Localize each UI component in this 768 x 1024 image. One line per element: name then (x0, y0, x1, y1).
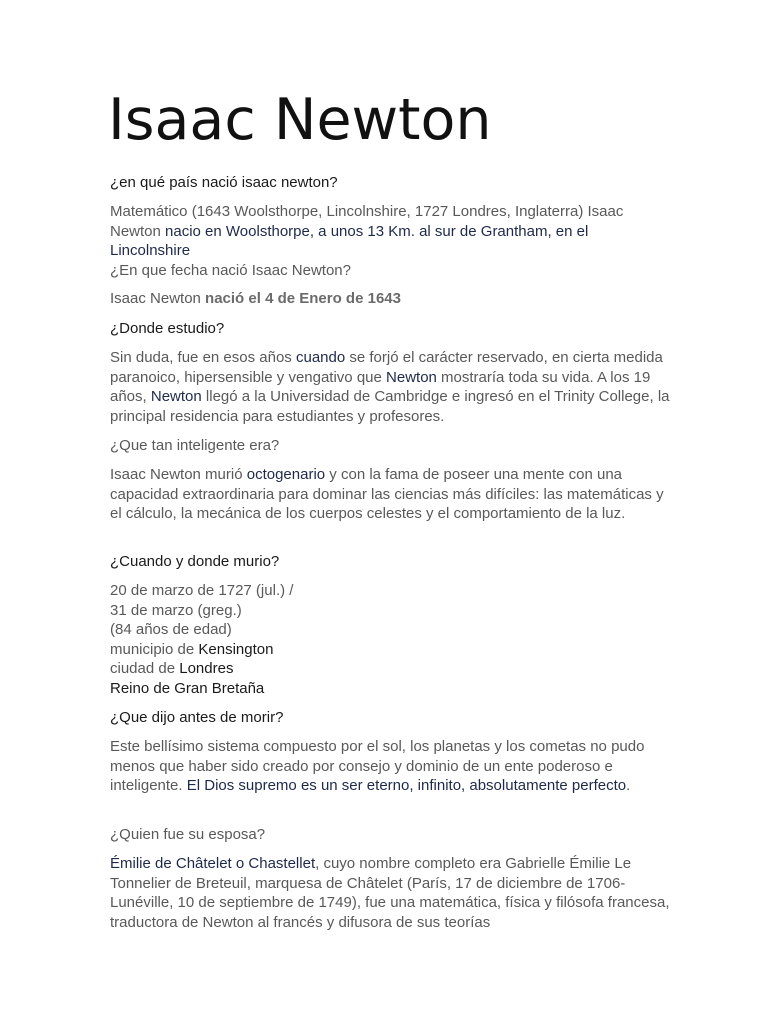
question-studies: ¿Donde estudio? (110, 320, 225, 337)
link-text: Émilie de Châtelet o Chastellet (110, 855, 316, 872)
age-line: (84 años de edad) (110, 621, 232, 638)
location-label: municipio de (110, 640, 199, 658)
answer-text: . (626, 777, 631, 794)
answer-birth-date (110, 289, 670, 309)
answer-text: mostraría toda su vida. A los 19 años, (110, 368, 651, 405)
answer-text: se forjó el carácter reservado, en cierta medida paranoico, hipersensible y vengativo que (110, 349, 663, 386)
answer-wife (110, 854, 670, 932)
answer-text: llegó a la Universidad de Cambridge e ingresó en el Trinity College, la principal residencia para estudiantes y profesores. (110, 388, 670, 425)
question-birth-date: ¿En que fecha nació Isaac Newton? (110, 261, 351, 279)
answer-text: y con la fama de poseer una mente con una capacidad extraordinaria para dominar las ciencias más difíciles: las matemáticas y el cálculo, la mecánica de los cuerpos celestes y el comportamiento de la luz. (110, 466, 664, 522)
answer-text: , cuyo nombre completo era Gabrielle Émilie Le Tonnelier de Breteuil, marquesa de Châtelet (París, 17 de diciembre de 1706-Lunéville, 10 de septiembre de 1749), fue una matemática, física y filósofa francesa, traductora de Newton al francés y difusora de sus teorías (110, 855, 670, 931)
answer-death (110, 581, 670, 698)
answer-text: Isaac Newton (110, 290, 206, 307)
death-date-line: 20 de marzo de 1727 (jul.) / (110, 582, 294, 599)
location-value: Londres (179, 660, 234, 677)
question-intelligence: ¿Que tan inteligente era? (110, 437, 280, 454)
location-label: ciudad de (110, 660, 180, 677)
answer-text: Isaac Newton murió (110, 466, 247, 483)
death-date-line: 31 de marzo (greg.) (110, 601, 242, 619)
highlighted-text: El Dios supremo es un ser eterno, infinito, absolutamente perfecto (186, 777, 627, 794)
answer-last-words (110, 737, 670, 796)
highlighted-text: nacio en Woolsthorpe, a unos 13 Km. al sur de Grantham, en el Lincolnshire (110, 222, 589, 259)
question-death: ¿Cuando y donde murio? (110, 553, 280, 570)
link-text: Newton (150, 388, 202, 405)
location-value: Kensington (198, 640, 274, 658)
answer-text: Sin duda, fue en esos años (110, 349, 296, 366)
answer-intelligence (110, 465, 670, 524)
answer-text: Este bellísimo sistema compuesto por el sol, los planetas y los cometas no pudo menos que haber sido creado por consejo y dominio de un ente poderoso e inteligente. (110, 738, 645, 794)
answer-studies (110, 348, 670, 426)
question-wife: ¿Quien fue su esposa? (110, 826, 266, 843)
bold-text: nació el 4 de Enero de 1643 (205, 290, 401, 307)
question-last-words: ¿Que dijo antes de morir? (110, 709, 284, 726)
link-text: Newton (386, 368, 437, 386)
location-value: Reino de Gran Bretaña (110, 679, 265, 697)
link-text: octogenario (246, 466, 326, 483)
link-text: cuando (295, 349, 346, 366)
document-title: Isaac Newton (108, 87, 492, 153)
answer-birth-country (110, 202, 670, 280)
question-birth-country: ¿en qué país nació isaac newton? (110, 174, 338, 191)
answer-text: Matemático (1643 Woolsthorpe, Lincolnshire, 1727 Londres, Inglaterra) Isaac Newton (110, 203, 624, 240)
